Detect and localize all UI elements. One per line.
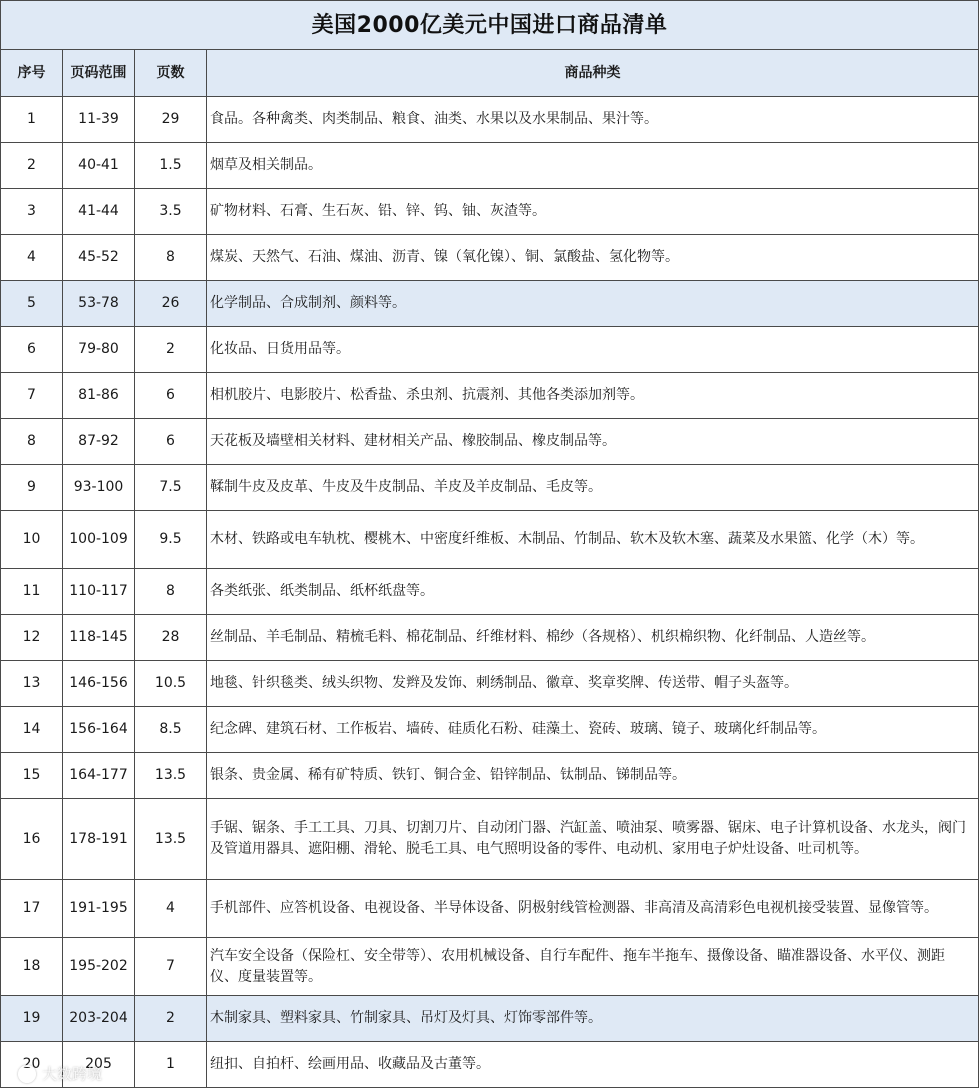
- row-category: 手机部件、应答机设备、电视设备、半导体设备、阴极射线管检测器、非高清及高清彩色电视机接受装置、显像管等。: [207, 880, 979, 938]
- row-seq: 2: [1, 143, 63, 189]
- row-category: 天花板及墙壁相关材料、建材相关产品、橡胶制品、橡皮制品等。: [207, 419, 979, 465]
- row-pages: 13.5: [135, 799, 207, 880]
- row-range: 203-204: [63, 996, 135, 1042]
- table-row: [1, 143, 979, 189]
- row-seq: 9: [1, 465, 63, 511]
- row-pages: 13.5: [135, 753, 207, 799]
- row-seq: 11: [1, 569, 63, 615]
- row-range: 195-202: [63, 938, 135, 996]
- row-seq: 14: [1, 707, 63, 753]
- row-range: 45-52: [63, 235, 135, 281]
- table-row: [1, 753, 979, 799]
- table-row: [1, 327, 979, 373]
- row-pages: 6: [135, 373, 207, 419]
- row-seq: 13: [1, 661, 63, 707]
- table-row: [1, 97, 979, 143]
- row-range: 93-100: [63, 465, 135, 511]
- table-row: [1, 938, 979, 996]
- row-category: 鞣制牛皮及皮革、牛皮及牛皮制品、羊皮及羊皮制品、毛皮等。: [207, 465, 979, 511]
- row-range: 40-41: [63, 143, 135, 189]
- row-category: 化学制品、合成制剂、颜料等。: [207, 281, 979, 327]
- row-seq: 3: [1, 189, 63, 235]
- row-pages: 26: [135, 281, 207, 327]
- table-row: [1, 880, 979, 938]
- row-pages: 7.5: [135, 465, 207, 511]
- row-range: 110-117: [63, 569, 135, 615]
- row-seq: 4: [1, 235, 63, 281]
- row-seq: 18: [1, 938, 63, 996]
- row-category: 煤炭、天然气、石油、煤油、沥青、镍（氧化镍）、铜、氯酸盐、氢化物等。: [207, 235, 979, 281]
- row-seq: 16: [1, 799, 63, 880]
- row-pages: 2: [135, 327, 207, 373]
- header-seq: 序号: [1, 50, 63, 97]
- row-range: 178-191: [63, 799, 135, 880]
- row-category: 烟草及相关制品。: [207, 143, 979, 189]
- table-row: [1, 996, 979, 1042]
- table-row: [1, 281, 979, 327]
- table-row: [1, 235, 979, 281]
- table-row: [1, 707, 979, 753]
- row-seq: 19: [1, 996, 63, 1042]
- header-category: 商品种类: [207, 50, 979, 97]
- row-category: 相机胶片、电影胶片、松香盐、杀虫剂、抗震剂、其他各类添加剂等。: [207, 373, 979, 419]
- row-category: 矿物材料、石膏、生石灰、铅、锌、钨、铀、灰渣等。: [207, 189, 979, 235]
- row-range: 118-145: [63, 615, 135, 661]
- row-category: 各类纸张、纸类制品、纸杯纸盘等。: [207, 569, 979, 615]
- table-row: [1, 419, 979, 465]
- row-pages: 29: [135, 97, 207, 143]
- row-pages: 9.5: [135, 511, 207, 569]
- row-category: 地毯、针织毯类、绒头织物、发辫及发饰、刺绣制品、徽章、奖章奖牌、传送带、帽子头盔等。: [207, 661, 979, 707]
- table-row: [1, 189, 979, 235]
- row-range: 41-44: [63, 189, 135, 235]
- row-range: 53-78: [63, 281, 135, 327]
- row-category: 化妆品、日货用品等。: [207, 327, 979, 373]
- header-row: [1, 50, 979, 97]
- row-range: 156-164: [63, 707, 135, 753]
- row-seq: 15: [1, 753, 63, 799]
- row-range: 205: [63, 1042, 135, 1088]
- row-category: 纪念碑、建筑石材、工作板岩、墙砖、硅质化石粉、硅藻土、瓷砖、玻璃、镜子、玻璃化纤制品等。: [207, 707, 979, 753]
- row-category: 木制家具、塑料家具、竹制家具、吊灯及灯具、灯饰零部件等。: [207, 996, 979, 1042]
- row-pages: 6: [135, 419, 207, 465]
- row-pages: 28: [135, 615, 207, 661]
- table-row: [1, 661, 979, 707]
- row-range: 100-109: [63, 511, 135, 569]
- row-seq: 17: [1, 880, 63, 938]
- watermark-text: 大数跨境: [42, 1065, 103, 1083]
- watermark-logo-icon: [18, 1065, 36, 1083]
- row-category: 丝制品、羊毛制品、精梳毛料、棉花制品、纤维材料、棉纱（各规格）、机织棉织物、化纤制品、人造丝等。: [207, 615, 979, 661]
- row-seq: 6: [1, 327, 63, 373]
- table-row: [1, 1042, 979, 1088]
- row-seq: 1: [1, 97, 63, 143]
- table-title: 美国2000亿美元中国进口商品清单: [1, 1, 979, 50]
- row-category: 银条、贵金属、稀有矿特质、铁钉、铜合金、铅锌制品、钛制品、锑制品等。: [207, 753, 979, 799]
- table-row: [1, 569, 979, 615]
- watermark: [18, 1063, 102, 1084]
- row-range: 87-92: [63, 419, 135, 465]
- row-seq: 10: [1, 511, 63, 569]
- row-pages: 10.5: [135, 661, 207, 707]
- row-category: 汽车安全设备（保险杠、安全带等）、农用机械设备、自行车配件、拖车半拖车、摄像设备、瞄准器设备、水平仪、测距仪、度量装置等。: [207, 938, 979, 996]
- header-pages: 页数: [135, 50, 207, 97]
- table-row: [1, 799, 979, 880]
- row-seq: 20: [1, 1042, 63, 1088]
- row-range: 81-86: [63, 373, 135, 419]
- row-pages: 4: [135, 880, 207, 938]
- row-seq: 12: [1, 615, 63, 661]
- row-pages: 2: [135, 996, 207, 1042]
- table-row: [1, 615, 979, 661]
- row-seq: 8: [1, 419, 63, 465]
- row-seq: 7: [1, 373, 63, 419]
- row-pages: 8: [135, 569, 207, 615]
- row-pages: 7: [135, 938, 207, 996]
- row-category: 手锯、锯条、手工工具、刀具、切割刀片、自动闭门器、汽缸盖、喷油泵、喷雾器、锯床、电子计算机设备、水龙头，阀门及管道用器具、遮阳棚、滑轮、脱毛工具、电气照明设备的零件、电动机、家用电子炉灶设备、吐司机等。: [207, 799, 979, 880]
- header-range: 页码范围: [63, 50, 135, 97]
- table-row: [1, 511, 979, 569]
- row-range: 164-177: [63, 753, 135, 799]
- table-row: [1, 465, 979, 511]
- row-seq: 5: [1, 281, 63, 327]
- row-category: 食品。各种禽类、肉类制品、粮食、油类、水果以及水果制品、果汁等。: [207, 97, 979, 143]
- row-range: 146-156: [63, 661, 135, 707]
- row-pages: 8.5: [135, 707, 207, 753]
- row-pages: 8: [135, 235, 207, 281]
- row-range: 191-195: [63, 880, 135, 938]
- row-category: 木材、铁路或电车轨枕、樱桃木、中密度纤维板、木制品、竹制品、软木及软木塞、蔬菜及水果篮、化学（木）等。: [207, 511, 979, 569]
- table-row: [1, 373, 979, 419]
- row-category: 纽扣、自拍杆、绘画用品、收藏品及古董等。: [207, 1042, 979, 1088]
- row-pages: 3.5: [135, 189, 207, 235]
- row-pages: 1.5: [135, 143, 207, 189]
- row-range: 79-80: [63, 327, 135, 373]
- row-pages: 1: [135, 1042, 207, 1088]
- row-range: 11-39: [63, 97, 135, 143]
